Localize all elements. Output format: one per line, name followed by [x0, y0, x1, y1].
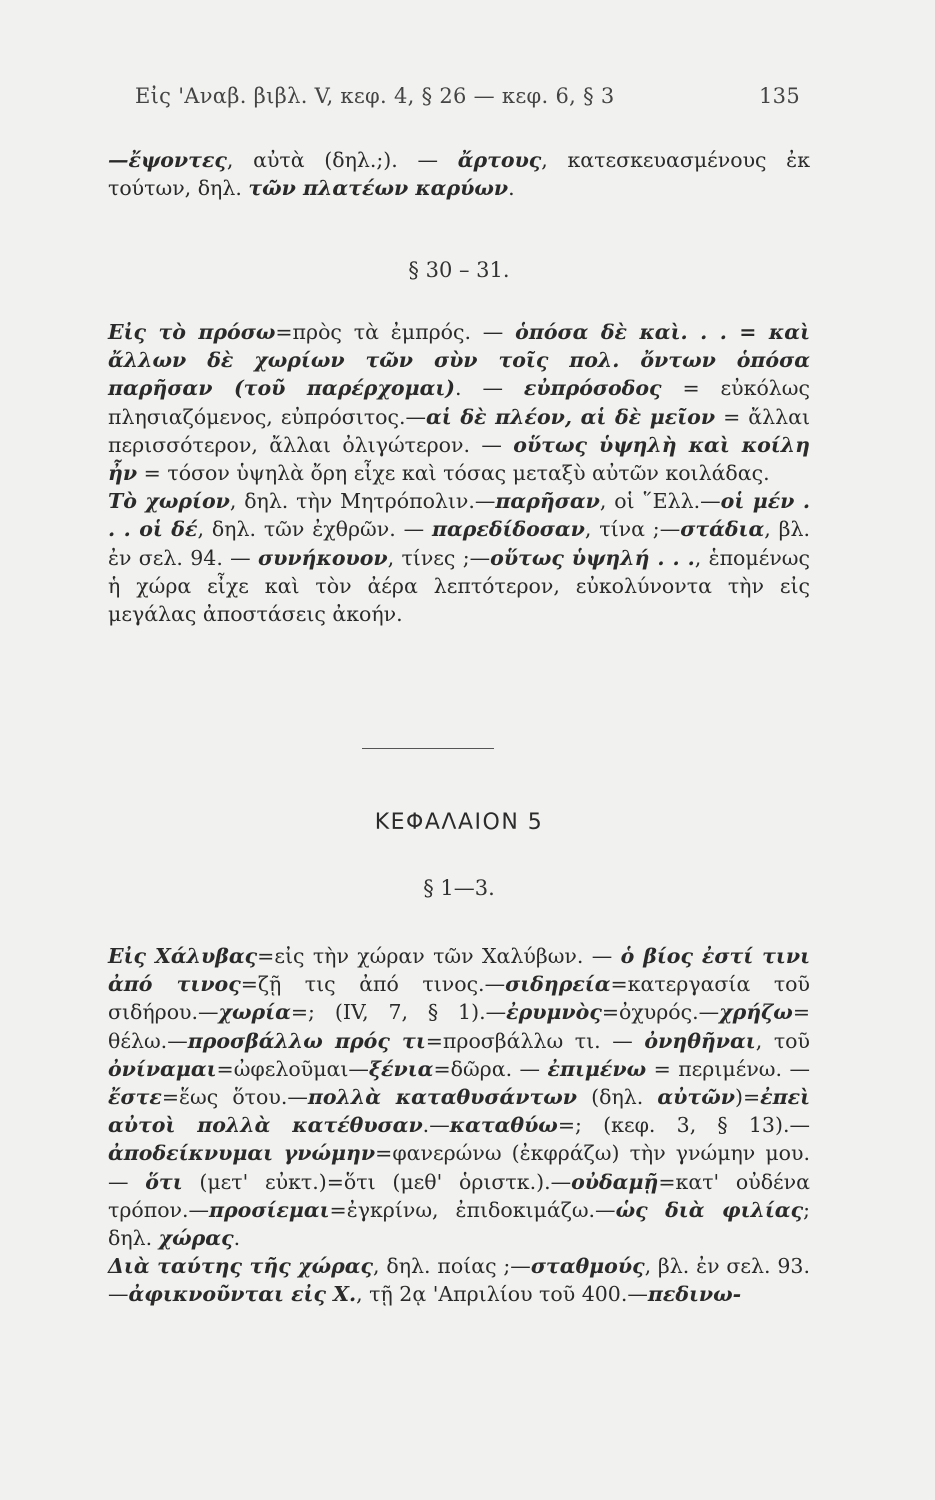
- commentary-block-30-31: [108, 318, 810, 628]
- gloss: =δῶρα. —: [433, 1056, 548, 1081]
- lemma: πολλὰ καταθυσάντων: [307, 1085, 578, 1110]
- gloss: (δηλ.: [577, 1085, 658, 1110]
- gloss: , κατεσκευασμένους ἐκ τούτων, δηλ.: [108, 148, 811, 201]
- gloss: , αὐτὰ (δηλ.;). —: [226, 148, 458, 172]
- lemma: ἔστε: [108, 1085, 162, 1110]
- gloss: =ὀχυρός.—: [601, 1000, 720, 1025]
- gloss: , ἑπομένως ἡ χώρα εἶχε καὶ τὸν ἀέρα λεπτότερον, εὐκολύνοντα τὴν εἰς μεγάλας ἀποστάσεις ἀκοήν.: [108, 545, 810, 627]
- running-head: [135, 84, 800, 108]
- lemma: εὐπρόσοδος: [523, 376, 662, 401]
- gloss: )=: [734, 1085, 761, 1110]
- gloss: . —: [455, 376, 524, 401]
- lemma: ὡς διὰ φιλίας: [615, 1197, 804, 1222]
- gloss: =προσβάλλω τι. —: [425, 1028, 645, 1053]
- gloss: , δηλ. τῶν ἐχθρῶν. —: [197, 517, 432, 542]
- gloss: .: [508, 176, 515, 201]
- running-head-title: Εἰς 'Αναβ. βιβλ. V, κεφ. 4, § 26 — κεφ. 6, § 3: [135, 84, 615, 108]
- gloss: , δηλ. τὴν Μητρόπολιν.—: [229, 489, 496, 514]
- gloss: =κατ' οὐδένα τρόπον.—: [108, 1169, 810, 1222]
- section-heading-1-3: § 1—3.: [423, 876, 495, 900]
- lemma: Εἰς τὸ πρόσω: [108, 320, 276, 344]
- commentary-block-26-29: [108, 146, 810, 202]
- lemma: χρήζω: [719, 1000, 793, 1025]
- gloss: = ἄλλαι περισσότερον, ἄλλαι ὀλιγώτερον. —: [108, 404, 810, 457]
- gloss: , τίνες ;—: [387, 545, 491, 570]
- gloss: = τόσον ὑψηλὰ ὄρη εἶχε καὶ τόσας μεταξὺ αὐτῶν κοιλάδας.: [137, 461, 770, 486]
- lemma: οὐδαμῇ: [571, 1169, 659, 1194]
- gloss: , οἱ ῞Ελλ.—: [599, 489, 721, 514]
- lemma: ἐπιμένω: [547, 1056, 647, 1081]
- gloss: , βλ. ἐν σελ. 93.—: [108, 1254, 810, 1307]
- lemma: ὅτι: [145, 1169, 183, 1194]
- gloss: =ἕως ὅτου.—: [161, 1085, 308, 1110]
- lemma: τῶν πλατέων καρύων: [248, 176, 509, 201]
- gloss: (μετ' εὐκτ.)=ὅτι (μεθ' ὁριστκ.).—: [182, 1169, 572, 1194]
- lemma: στάδια: [680, 517, 765, 542]
- lemma: αὐτῶν: [657, 1085, 735, 1110]
- lemma: χώρας: [158, 1226, 234, 1251]
- lemma: προσίεμαι: [209, 1197, 330, 1222]
- gloss: =ἐγκρίνω, ἐπιδοκιμάζω.—: [329, 1197, 616, 1222]
- gloss: , βλ. ἐν σελ. 94. —: [108, 517, 811, 570]
- lemma: προσβάλλω πρός τι: [187, 1028, 426, 1053]
- lemma: ὀνηθῆναι: [644, 1028, 756, 1053]
- lemma: σιδηρεία: [505, 972, 611, 997]
- lemma: καταθύω: [449, 1113, 558, 1138]
- lemma: Διὰ ταύτης τῆς χώρας: [108, 1254, 374, 1279]
- section-heading-30-31: § 30 – 31.: [408, 258, 510, 282]
- gloss: , δηλ. ποίας ;—: [373, 1254, 531, 1279]
- lemma: σταθμούς: [530, 1254, 645, 1279]
- lemma: ἀφικνοῦνται εἰς Χ.: [128, 1282, 357, 1307]
- section-divider: [362, 748, 494, 749]
- gloss: .: [233, 1226, 241, 1251]
- gloss: =κατεργασία τοῦ σιδήρου.—: [108, 972, 810, 1025]
- gloss: = θέλω.—: [108, 1000, 810, 1053]
- lemma: ἄρτους: [457, 148, 542, 172]
- lemma: συνήκουον: [257, 545, 388, 570]
- lemma: ἐρυμνὸς: [506, 1000, 602, 1025]
- gloss: =ὠφελοῦμαι—: [216, 1056, 369, 1081]
- lemma: ὁπόσα δὲ καὶ. . . = καὶ ἄλλων δὲ χωρίων τῶν σὺν τοῖς πολ. ὄντων ὁπόσα παρῆσαν (τοῦ παρέρχομαι): [108, 320, 810, 401]
- lemma: —ἔψοντες: [108, 148, 227, 172]
- lemma: ξένια: [368, 1056, 434, 1081]
- lemma: ὁ βίος ἐστί τινι ἀπό τινος: [108, 944, 810, 997]
- lemma: παρῆσαν: [495, 489, 600, 514]
- page-number: 135: [759, 84, 800, 108]
- paragraph: [108, 146, 810, 202]
- lemma: ὀνίναμαι: [108, 1056, 217, 1081]
- lemma: οἱ μέν . . . οἱ δέ: [108, 489, 810, 542]
- lemma: παρεδίδοσαν: [431, 517, 585, 542]
- lemma: οὕτως ὑψηλή . . .: [490, 545, 695, 570]
- lemma: ἐπεὶ αὐτοὶ πολλὰ κατέθυσαν: [108, 1085, 810, 1138]
- chapter-title: ΚΕΦΑΛΑΙΟΝ 5: [374, 810, 544, 835]
- lemma: Εἰς Χάλυβας: [108, 944, 258, 968]
- gloss: =; (κεφ. 3, § 13).—: [557, 1113, 810, 1138]
- gloss: , τίνα ;—: [584, 517, 681, 542]
- gloss: =; (IV, 7, § 1).—: [290, 1000, 507, 1025]
- gloss: = περιμένω. —: [646, 1056, 810, 1081]
- gloss: = εὐκόλως πλησιαζόμενος, εὐπρόσιτος.—: [108, 376, 810, 429]
- gloss: =φανερώνω (ἐκφράζω) τὴν γνώμην μου.—: [108, 1141, 810, 1194]
- commentary-block-1-3: [108, 942, 810, 1309]
- paragraph: [108, 1252, 810, 1308]
- paragraph: [108, 318, 810, 487]
- lemma: χωρία: [218, 1000, 291, 1025]
- gloss: =ζῇ τις ἀπό τινος.—: [240, 972, 506, 997]
- gloss: , τοῦ: [755, 1028, 810, 1053]
- gloss: =εἰς τὴν χώραν τῶν Χαλύβων. —: [257, 944, 621, 968]
- gloss: =πρὸς τὰ ἐμπρός. —: [275, 320, 516, 344]
- paragraph: [108, 942, 810, 1252]
- gloss: .—: [422, 1113, 450, 1138]
- paragraph: [108, 487, 810, 628]
- lemma: πεδινω-: [647, 1282, 742, 1307]
- lemma: αἱ δὲ πλέον, αἱ δὲ μεῖον: [426, 404, 716, 429]
- lemma: οὕτως ὑψηλὴ καὶ κοίλη ἦν: [108, 432, 810, 486]
- gloss: , τῇ 2ᾳ 'Απριλίου τοῦ 400.—: [356, 1282, 648, 1307]
- lemma: ἀποδείκνυμαι γνώμην: [108, 1141, 376, 1166]
- lemma: Τὸ χωρίον: [108, 489, 230, 514]
- gloss: ; δηλ.: [108, 1197, 810, 1251]
